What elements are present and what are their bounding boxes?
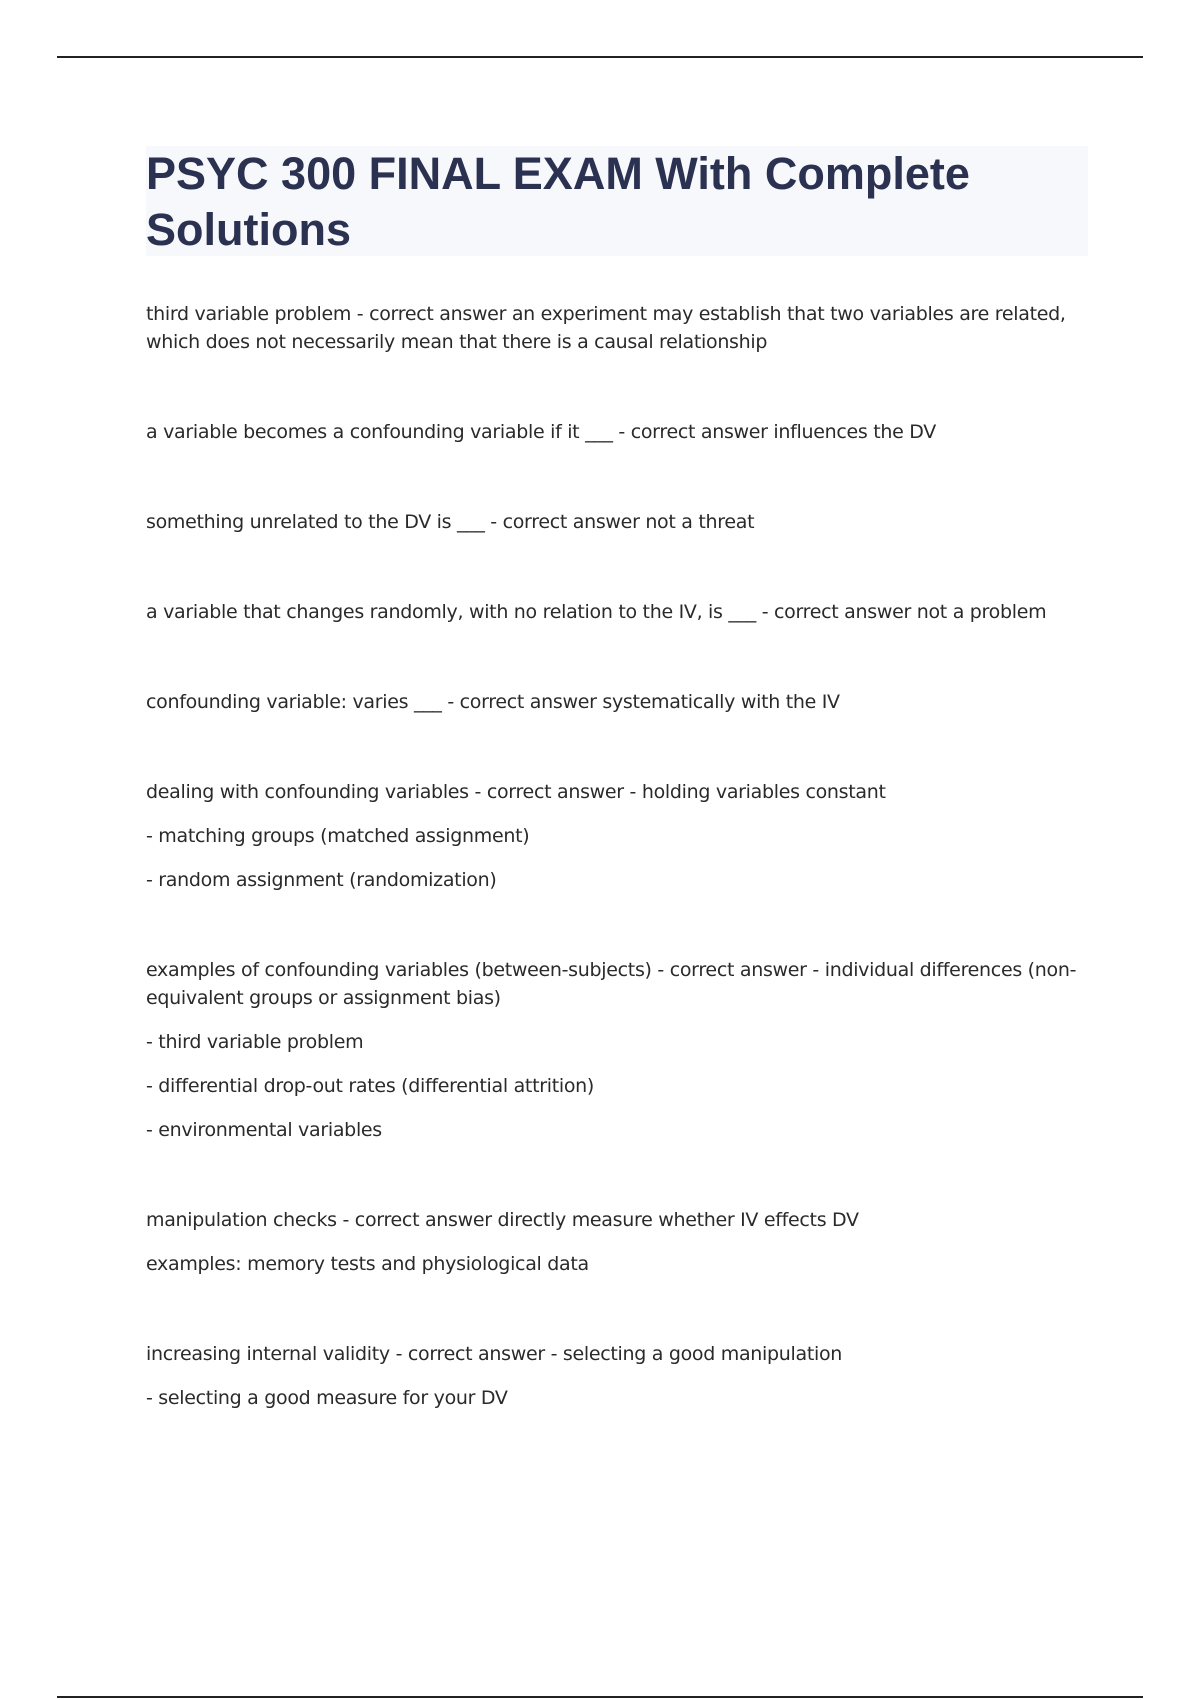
qa-list (146, 300, 1086, 1412)
qa-subpoint: - random assignment (randomization) (146, 869, 497, 891)
qa-entry (146, 956, 1086, 1144)
top-rule (57, 56, 1143, 58)
title-banner (146, 146, 1088, 256)
qa-text: confounding variable: varies ___ - correct answer systematically with the IV (146, 691, 840, 713)
qa-subpoint: - selecting a good measure for your DV (146, 1387, 508, 1409)
qa-entry (146, 418, 1086, 446)
qa-text: a variable that changes randomly, with no relation to the IV, is ___ - correct answer not a problem (146, 601, 1047, 623)
qa-subpoint: - environmental variables (146, 1119, 382, 1141)
qa-text: examples of confounding variables (between-subjects) - correct answer - individual differences (non-equivalent groups or assignment bias) (146, 959, 1077, 1009)
qa-entry (146, 778, 1086, 894)
bottom-rule (57, 1696, 1143, 1698)
qa-text: dealing with confounding variables - correct answer - holding variables constant (146, 781, 886, 803)
qa-text: manipulation checks - correct answer directly measure whether IV effects DV (146, 1209, 859, 1231)
qa-text: something unrelated to the DV is ___ - correct answer not a threat (146, 511, 755, 533)
qa-subpoint: examples: memory tests and physiological data (146, 1253, 589, 1275)
qa-subpoint: - matching groups (matched assignment) (146, 825, 530, 847)
qa-entry (146, 300, 1086, 356)
qa-subpoint: - third variable problem (146, 1031, 364, 1053)
document-title: PSYC 300 FINAL EXAM With Complete Solutions (146, 148, 970, 255)
qa-text: increasing internal validity - correct answer - selecting a good manipulation (146, 1343, 843, 1365)
qa-entry (146, 688, 1086, 716)
qa-subpoint: - differential drop-out rates (differential attrition) (146, 1075, 595, 1097)
qa-text: third variable problem - correct answer an experiment may establish that two variables are related, which does not necessarily mean that there is a causal relationship (146, 303, 1066, 353)
qa-entry (146, 1340, 1086, 1412)
qa-text: a variable becomes a confounding variable if it ___ - correct answer influences the DV (146, 421, 936, 443)
qa-entry (146, 508, 1086, 536)
qa-entry (146, 598, 1086, 626)
qa-entry (146, 1206, 1086, 1278)
